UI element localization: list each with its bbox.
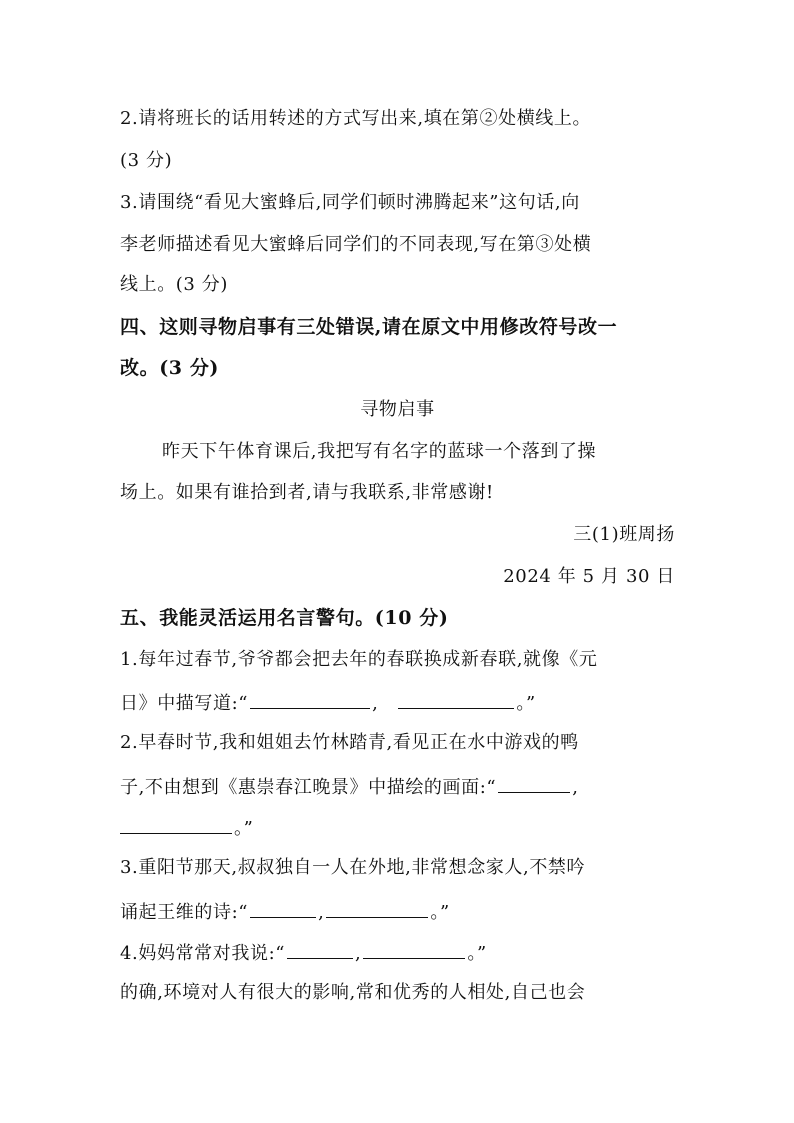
answer-blank[interactable] xyxy=(498,774,570,793)
closing-quote: 。” xyxy=(516,693,536,714)
section-5-heading: 五、我能灵活运用名言警句。(10 分) xyxy=(120,607,449,629)
notice-body-line-2: 场上。如果有谁拾到者,请与我联系,非常感谢! xyxy=(120,482,494,503)
section-4-heading-line-1: 四、这则寻物启事有三处错误,请在原文中用修改符号改一 xyxy=(120,316,618,338)
item-3-line-2 xyxy=(120,899,675,924)
closing-quote: 。” xyxy=(467,943,487,964)
comma: , xyxy=(572,777,579,798)
item-3-line-1: 3.重阳节那天,叔叔独自一人在外地,非常想念家人,不禁吟 xyxy=(120,857,586,878)
item-4-line-2: 的确,环境对人有很大的影响,常和优秀的人相处,自己也会 xyxy=(120,982,586,1003)
item-4-prompt: 4.妈妈常常对我说:“ xyxy=(120,943,286,964)
answer-blank[interactable] xyxy=(363,940,465,959)
answer-blank[interactable] xyxy=(287,940,353,959)
answer-blank[interactable] xyxy=(250,690,370,709)
closing-quote: 。” xyxy=(430,902,450,923)
item-2-line-1: 2.早春时节,我和姐姐去竹林踏青,看见正在水中游戏的鸭 xyxy=(120,732,579,753)
notice-date: 2024 年 5 月 30 日 xyxy=(503,566,675,587)
question-3-line-3: 线上。(3 分) xyxy=(120,274,229,295)
item-1-line-1: 1.每年过春节,爷爷都会把去年的春联换成新春联,就像《元 xyxy=(120,649,598,670)
closing-quote: 。” xyxy=(234,818,254,839)
answer-blank[interactable] xyxy=(398,690,514,709)
section-4-heading-line-2: 改。(3 分) xyxy=(120,357,220,379)
item-1-prompt: 日》中描写道:“ xyxy=(120,693,249,714)
item-2-line-2 xyxy=(120,774,675,799)
notice-body-line-1: 昨天下午体育课后,我把写有名字的蓝球一个落到了操 xyxy=(162,441,597,462)
question-2-score: (3 分) xyxy=(120,150,173,171)
item-1-line-2 xyxy=(120,690,675,715)
comma: , xyxy=(318,902,325,923)
question-2-text: 2.请将班长的话用转述的方式写出来,填在第②处横线上。 xyxy=(120,108,592,129)
notice-signature: 三(1)班周扬 xyxy=(573,524,675,545)
notice-title: 寻物启事 xyxy=(360,399,435,420)
answer-blank[interactable] xyxy=(250,899,316,918)
question-3-line-1: 3.请围绕“看见大蜜蜂后,同学们顿时沸腾起来”这句话,向 xyxy=(120,192,580,213)
item-3-prompt: 诵起王维的诗:“ xyxy=(120,902,249,923)
item-2-line-3 xyxy=(120,815,675,840)
comma: , xyxy=(372,693,379,714)
item-2-prompt: 子,不由想到《惠崇春江晚景》中描绘的画面:“ xyxy=(120,777,497,798)
comma: , xyxy=(355,943,362,964)
answer-blank[interactable] xyxy=(326,899,428,918)
answer-blank[interactable] xyxy=(120,815,232,834)
item-4-line-1 xyxy=(120,940,675,965)
question-3-line-2: 李老师描述看见大蜜蜂后同学们的不同表现,写在第③处横 xyxy=(120,234,592,255)
